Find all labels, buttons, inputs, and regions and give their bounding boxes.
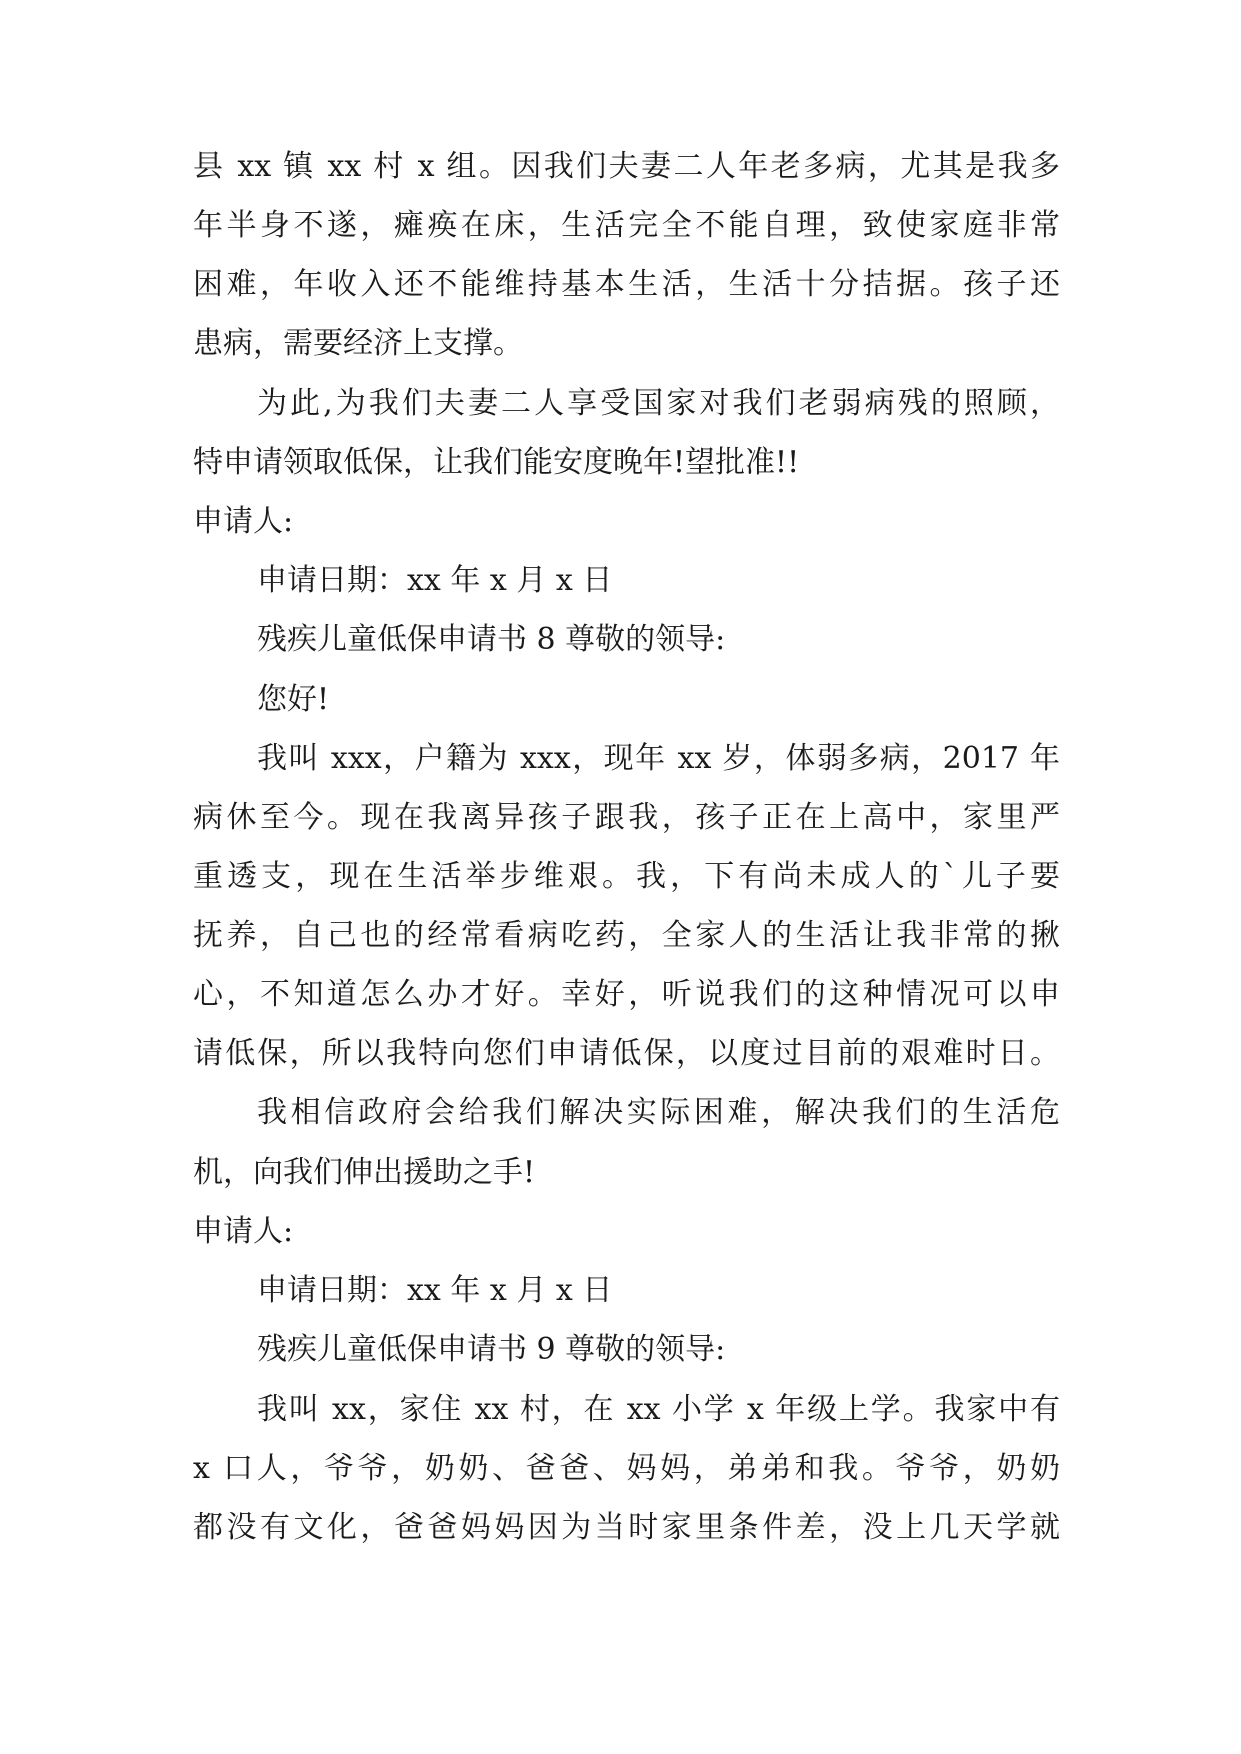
signature-label: 申请人: (193, 1214, 294, 1249)
text-line: 抚养，自己也的经常看病吃药，全家人的生活让我非常的揪 (193, 918, 1060, 953)
text-line: 机，向我们伸出援助之手! (193, 1155, 536, 1190)
text-line: 重透支，现在生活举步维艰。我，下有尚未成人的`儿子要 (193, 859, 1060, 894)
text-line: 请低保，所以我特向您们申请低保，以度过目前的艰难时日。 (193, 1036, 1060, 1071)
signature-label: 申请人: (193, 504, 294, 539)
date-line: 申请日期：xx 年 x 月 x 日 (257, 1273, 613, 1308)
text-line: 特申请领取低保，让我们能安度晚年!望批准!! (193, 445, 800, 480)
text-line: 我叫 xxx，户籍为 xxx，现年 xx 岁，体弱多病，2017 年 (257, 741, 1060, 776)
text-line: 我相信政府会给我们解决实际困难，解决我们的生活危 (257, 1095, 1060, 1130)
text-line: 我叫 xx，家住 xx 村，在 xx 小学 x 年级上学。我家中有 (257, 1392, 1060, 1427)
text-line: x 口人，爷爷，奶奶、爸爸、妈妈，弟弟和我。爷爷，奶奶 (193, 1451, 1060, 1486)
text-line: 县 xx 镇 xx 村 x 组。因我们夫妻二人年老多病，尤其是我多 (193, 149, 1060, 184)
section-heading: 残疾儿童低保申请书 9 尊敬的领导: (257, 1332, 726, 1367)
text-line: 都没有文化，爸爸妈妈因为当时家里条件差，没上几天学就 (193, 1510, 1060, 1545)
text-line: 患病，需要经济上支撑。 (193, 326, 523, 361)
text-line: 心，不知道怎么办才好。幸好，听说我们的这种情况可以申 (193, 977, 1060, 1012)
section-heading: 残疾儿童低保申请书 8 尊敬的领导: (257, 622, 726, 657)
greeting: 您好! (257, 682, 330, 717)
text-line: 病休至今。现在我离异孩子跟我，孩子正在上高中，家里严 (193, 800, 1060, 835)
text-line: 年半身不遂，瘫痪在床，生活完全不能自理，致使家庭非常 (193, 208, 1060, 243)
text-line: 困难，年收入还不能维持基本生活，生活十分拮据。孩子还 (193, 267, 1060, 302)
text-line: 为此,为我们夫妻二人享受国家对我们老弱病残的照顾， (257, 386, 1060, 421)
date-line: 申请日期：xx 年 x 月 x 日 (257, 563, 613, 598)
